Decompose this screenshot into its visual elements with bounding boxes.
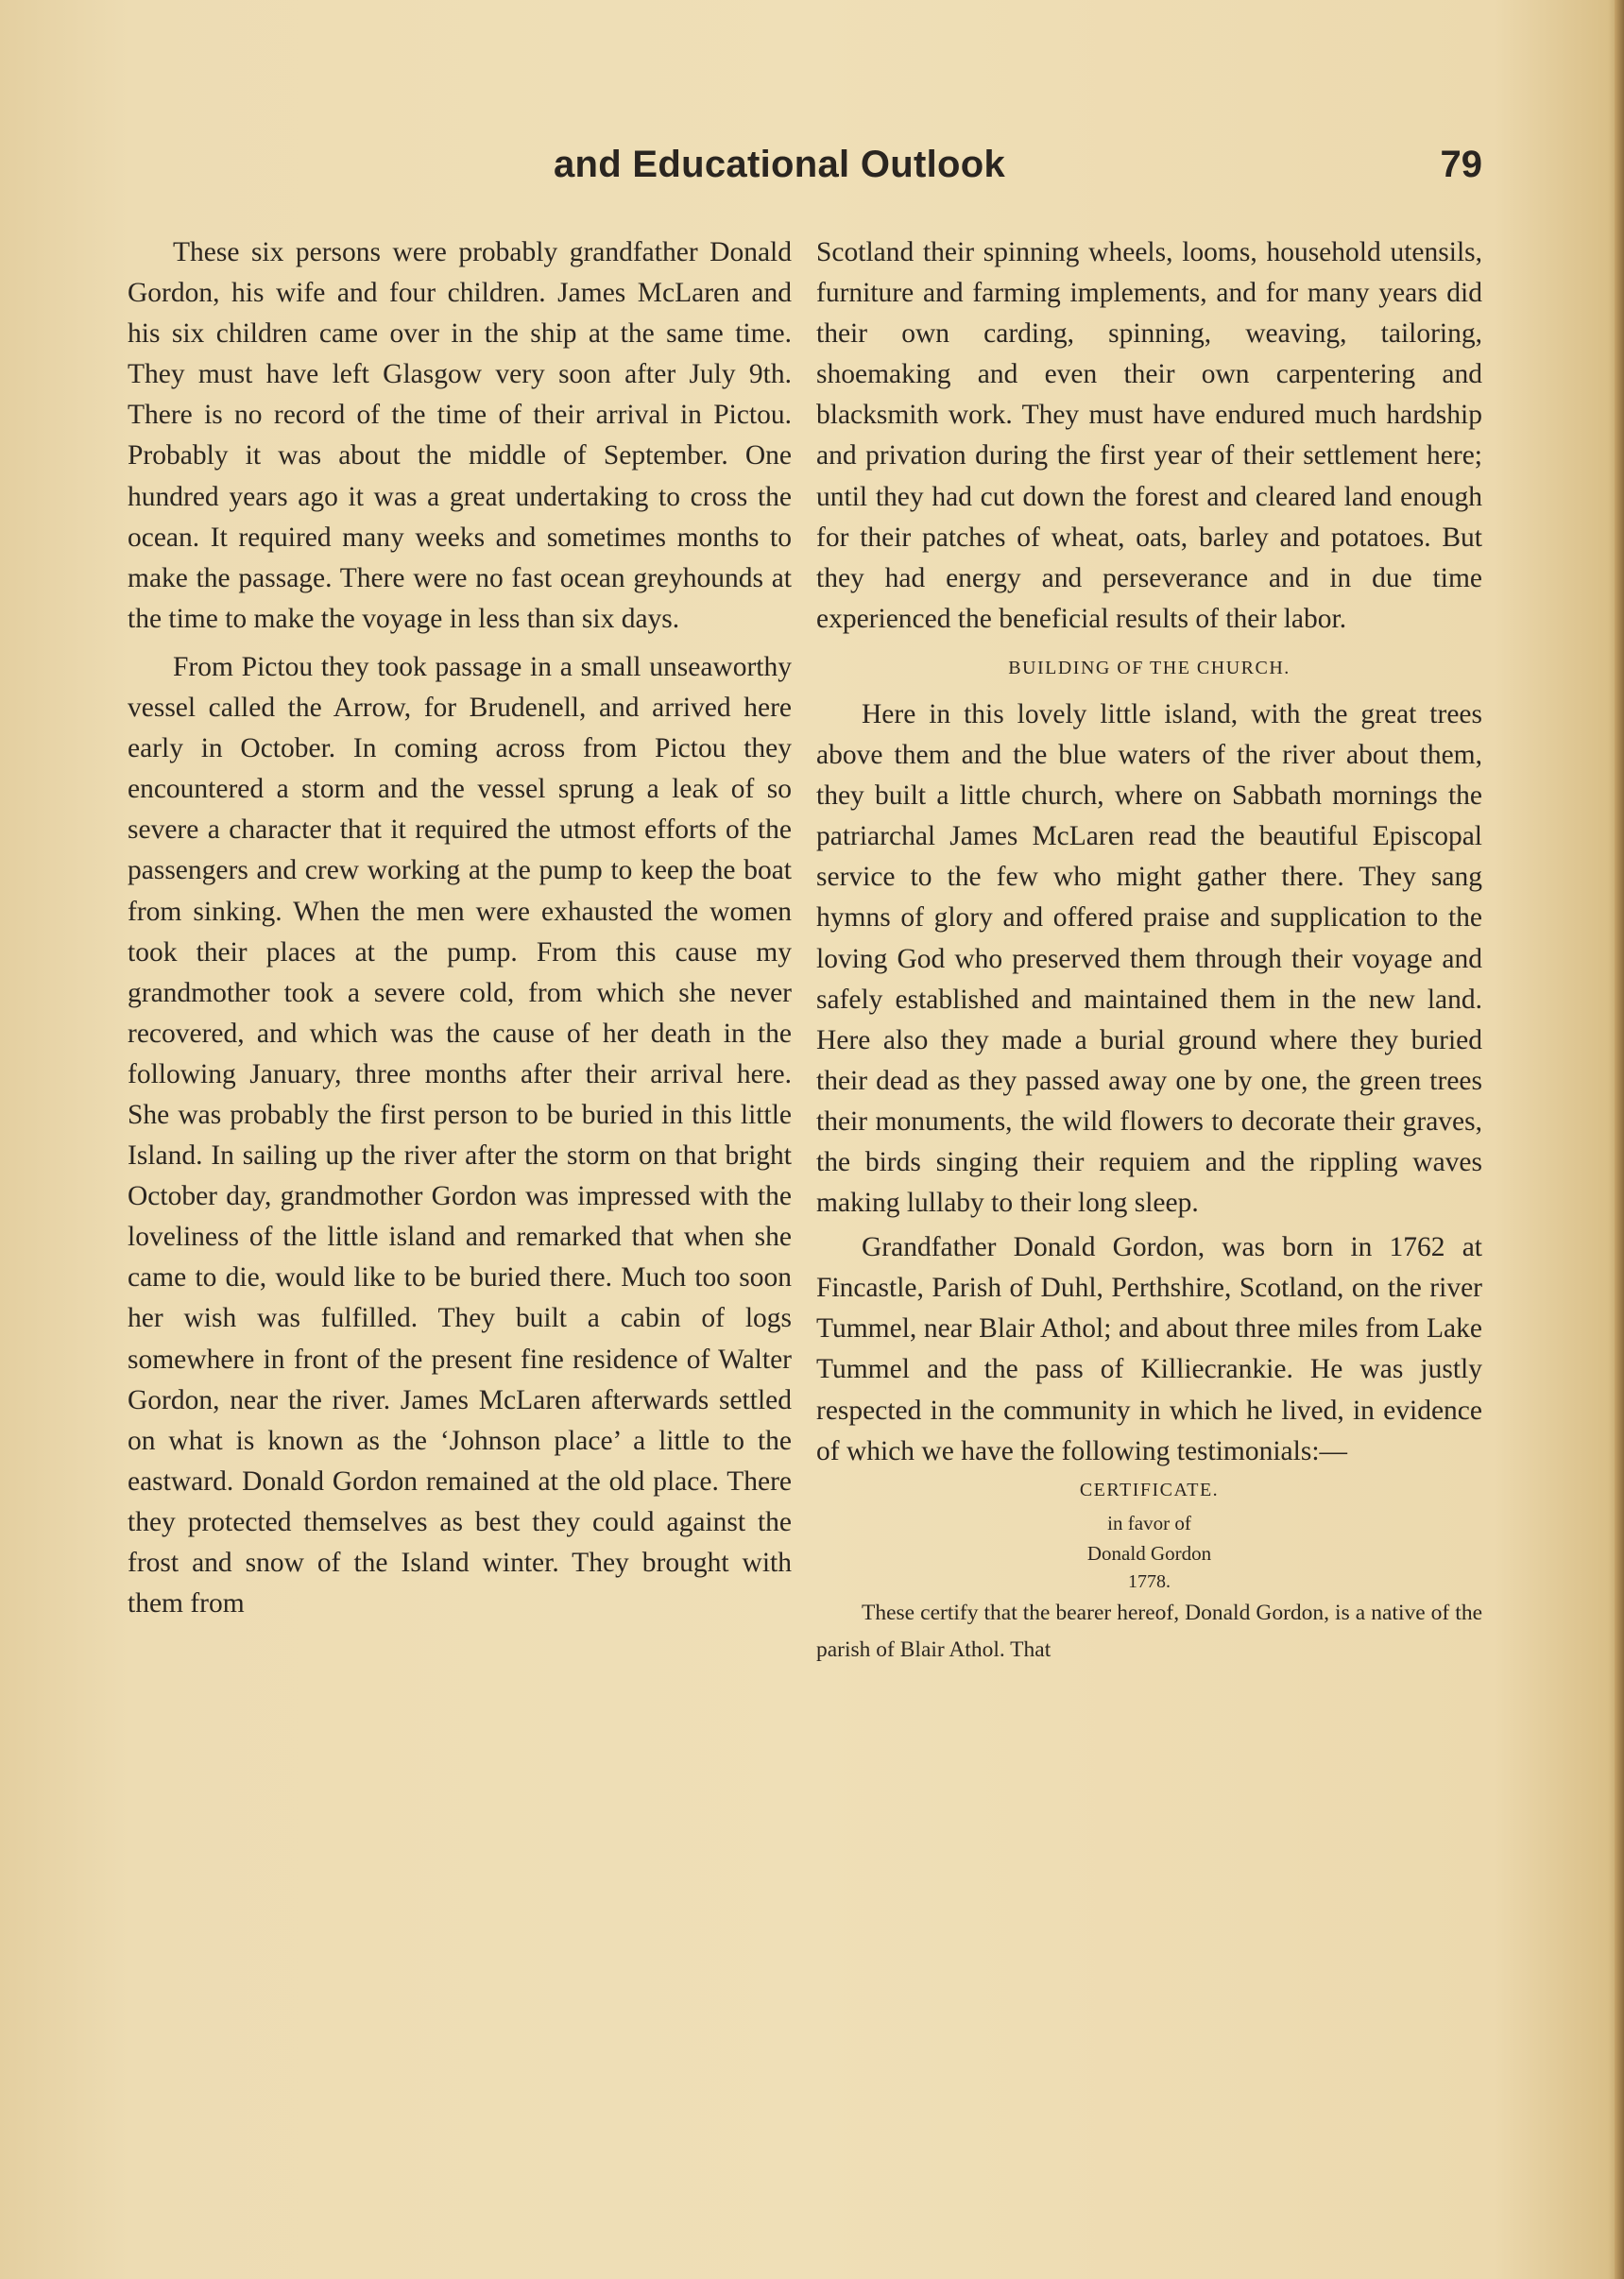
page-number: 79: [1440, 144, 1482, 185]
paragraph: Scotland their spinning wheels, looms, household utensils, furniture and farming implements, and for many years did their own carding, spinning, weaving, tailoring, shoemaking and even their own carpentering and blacksmith work. They must have endured much hardship and privation during the first year of their settlement here; until they had cut down the forest and cleared land enough for their patches of wheat, oats, barley and potatoes. But they had energy and perseverance and in due time experienced the beneficial results of their labor.: [816, 237, 1482, 634]
section-heading: BUILDING OF THE CHURCH.: [1008, 657, 1291, 678]
certificate-year: 1778.: [1128, 1570, 1171, 1592]
page-edge: [1615, 0, 1624, 2279]
paragraph: From Pictou they took passage in a small unseaworthy vessel called the Arrow, for Brudenell, and arrived here early in October. In coming across from Pictou they encountered a storm and the vessel sprung a leak of so severe a character that it required the utmost efforts of the passengers and crew working at the pump to keep the boat from sinking. When the men were exhausted the women took their places at the pump. From this cause my grandmother took a severe cold, from which she never recovered, and which was the cause of her death in the following January, three months after their arrival here. She was probably the first person to be buried in this little Island. In sailing up the river after the storm on that bright October day, grandmother Gordon was impressed with the loveliness of the little island and remarked that when she came to die, would like to be buried there. Much too soon her wish was fulfilled. They built a cabin of logs somewhere in front of the present fine residence of Walter Gordon, near the river. James McLaren afterwards settled on what is known as the ‘Johnson place’ a little to the eastward. Donald Gordon remained at the old place. There they protected themselves as best they could against the frost and snow of the Island winter. They brought with them from: [128, 651, 792, 1619]
certificate-name: Donald Gordon: [1086, 1541, 1212, 1565]
right-column: [816, 232, 1482, 1669]
paragraph: Here in this lovely little island, with the great trees above them and the blue waters of the river about them, they built a little church, where on Sabbath mornings the patriarchal James McLaren read the beautiful Episcopal service to the few who might gather there. They sang hymns of glory and offered praise and supplication to the loving God who preserved them through their voyage and safely established and maintained them in the new land. Here also they made a burial ground where they buried their dead as they passed away one by one, the green trees their monuments, the wild flowers to decorate their graves, the birds singing their requiem and the rippling waves making lullaby to their long sleep.: [816, 698, 1482, 1219]
certificate-line: in favor of: [1107, 1511, 1191, 1534]
paragraph: These six persons were probably grandfather Donald Gordon, his wife and four children. James McLaren and his six children came over in the ship at the same time. They must have left Glasgow very soon after July 9th. There is no record of the time of their arrival in Pictou. Probably it was about the middle of September. One hundred years ago it was a great undertaking to cross the ocean. It required many weeks and sometimes months to make the passage. There were no fast ocean greyhounds at the time to make the voyage in less than six days.: [128, 237, 792, 634]
paragraph: Grandfather Donald Gordon, was born in 1762 at Fincastle, Parish of Duhl, Perthshire, Scotland, on the river Tummel, near Blair Athol; and about three miles from Lake Tummel and the pass of Killiecrankie. He was justly respected in the community in which he lived, in evidence of which we have the following testimonials:—: [816, 1232, 1482, 1466]
certificate-block: [816, 1472, 1482, 1595]
left-column: [128, 232, 792, 1624]
certificate-text: [816, 1595, 1482, 1669]
header-title: and Educational Outlook: [554, 144, 1006, 185]
running-header: [554, 144, 1482, 210]
certificate-title: CERTIFICATE.: [1079, 1479, 1220, 1500]
paragraph: These certify that the bearer hereof, Donald Gordon, is a native of the parish of Blair Athol. That: [816, 1600, 1482, 1662]
